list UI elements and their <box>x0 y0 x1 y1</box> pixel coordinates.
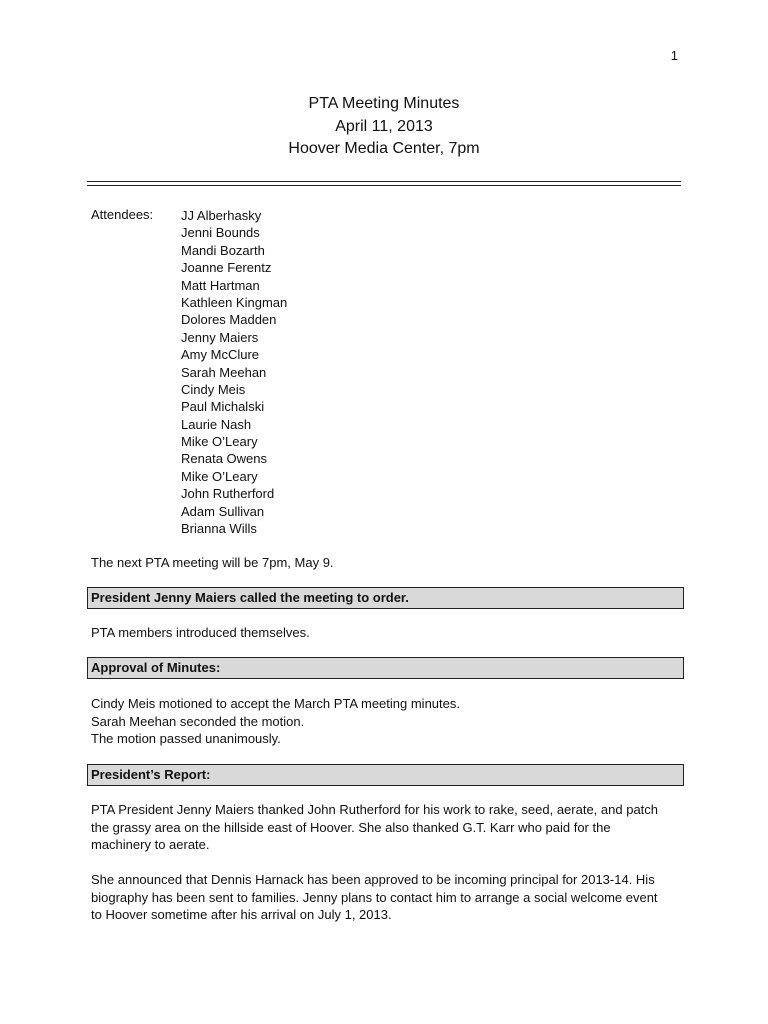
header-divider <box>87 181 681 186</box>
meeting-location: Hoover Media Center, 7pm <box>288 140 480 157</box>
attendee-list <box>181 207 381 537</box>
approval-line: Sarah Meehan seconded the motion. <box>91 713 305 729</box>
attendee-name: Matt Hartman <box>181 277 260 293</box>
attendee-name: Mike O’Leary <box>181 468 258 484</box>
page-number: 1 <box>670 48 678 63</box>
president-report-paragraph-1: PTA President Jenny Maiers thanked John Rutherford for his work to rake, seed, aerate, and patch the grassy area on the hillside east of Hoover. She also thanked G.T. Karr who paid for the machinery to aerate. <box>91 802 659 852</box>
next-meeting-note: The next PTA meeting will be 7pm, May 9. <box>91 555 334 570</box>
attendee-name: Jenni Bounds <box>181 225 260 241</box>
attendees-label: Attendees: <box>91 207 154 222</box>
attendee-name: Dolores Madden <box>181 312 277 328</box>
section-heading-call-to-order: President Jenny Maiers called the meeting to order. <box>87 587 684 609</box>
approval-text <box>91 695 671 748</box>
president-report-paragraph-2: She announced that Dennis Harnack has been approved to be incoming principal for 2013-14. His biography has been sent to families. Jenny plans to contact him to arrange a social welcome event to Hoover sometime after his arrival on July 1, 2013. <box>91 872 658 922</box>
document-header <box>0 93 768 161</box>
attendee-name: Laurie Nash <box>181 416 252 432</box>
approval-line: The motion passed unanimously. <box>91 731 281 746</box>
attendee-name: Adam Sullivan <box>181 503 265 519</box>
attendee-name: JJ Alberhasky <box>181 208 262 223</box>
section-heading-approval: Approval of Minutes: <box>87 657 684 679</box>
meeting-date: April 11, 2013 <box>335 117 433 135</box>
call-to-order-text: PTA members introduced themselves. <box>91 625 310 640</box>
attendee-name: Amy McClure <box>181 347 260 363</box>
attendee-name: Jenny Maiers <box>181 329 259 345</box>
attendee-name: Kathleen Kingman <box>181 294 288 310</box>
attendee-name: John Rutherford <box>181 486 275 502</box>
attendee-name: Brianna Wills <box>181 521 257 537</box>
attendee-name: Sarah Meehan <box>181 364 267 380</box>
attendee-name: Renata Owens <box>181 451 267 467</box>
attendee-name: Mandi Bozarth <box>181 242 265 258</box>
document-title: PTA Meeting Minutes <box>308 95 460 112</box>
attendee-name: Cindy Meis <box>181 381 246 397</box>
attendee-name: Paul Michalski <box>181 399 265 415</box>
section-heading-president-report: President’s Report: <box>87 764 684 786</box>
approval-line: Cindy Meis motioned to accept the March PTA meeting minutes. <box>91 696 460 711</box>
attendee-name: Mike O’Leary <box>181 434 258 450</box>
attendee-name: Joanne Ferentz <box>181 260 272 276</box>
